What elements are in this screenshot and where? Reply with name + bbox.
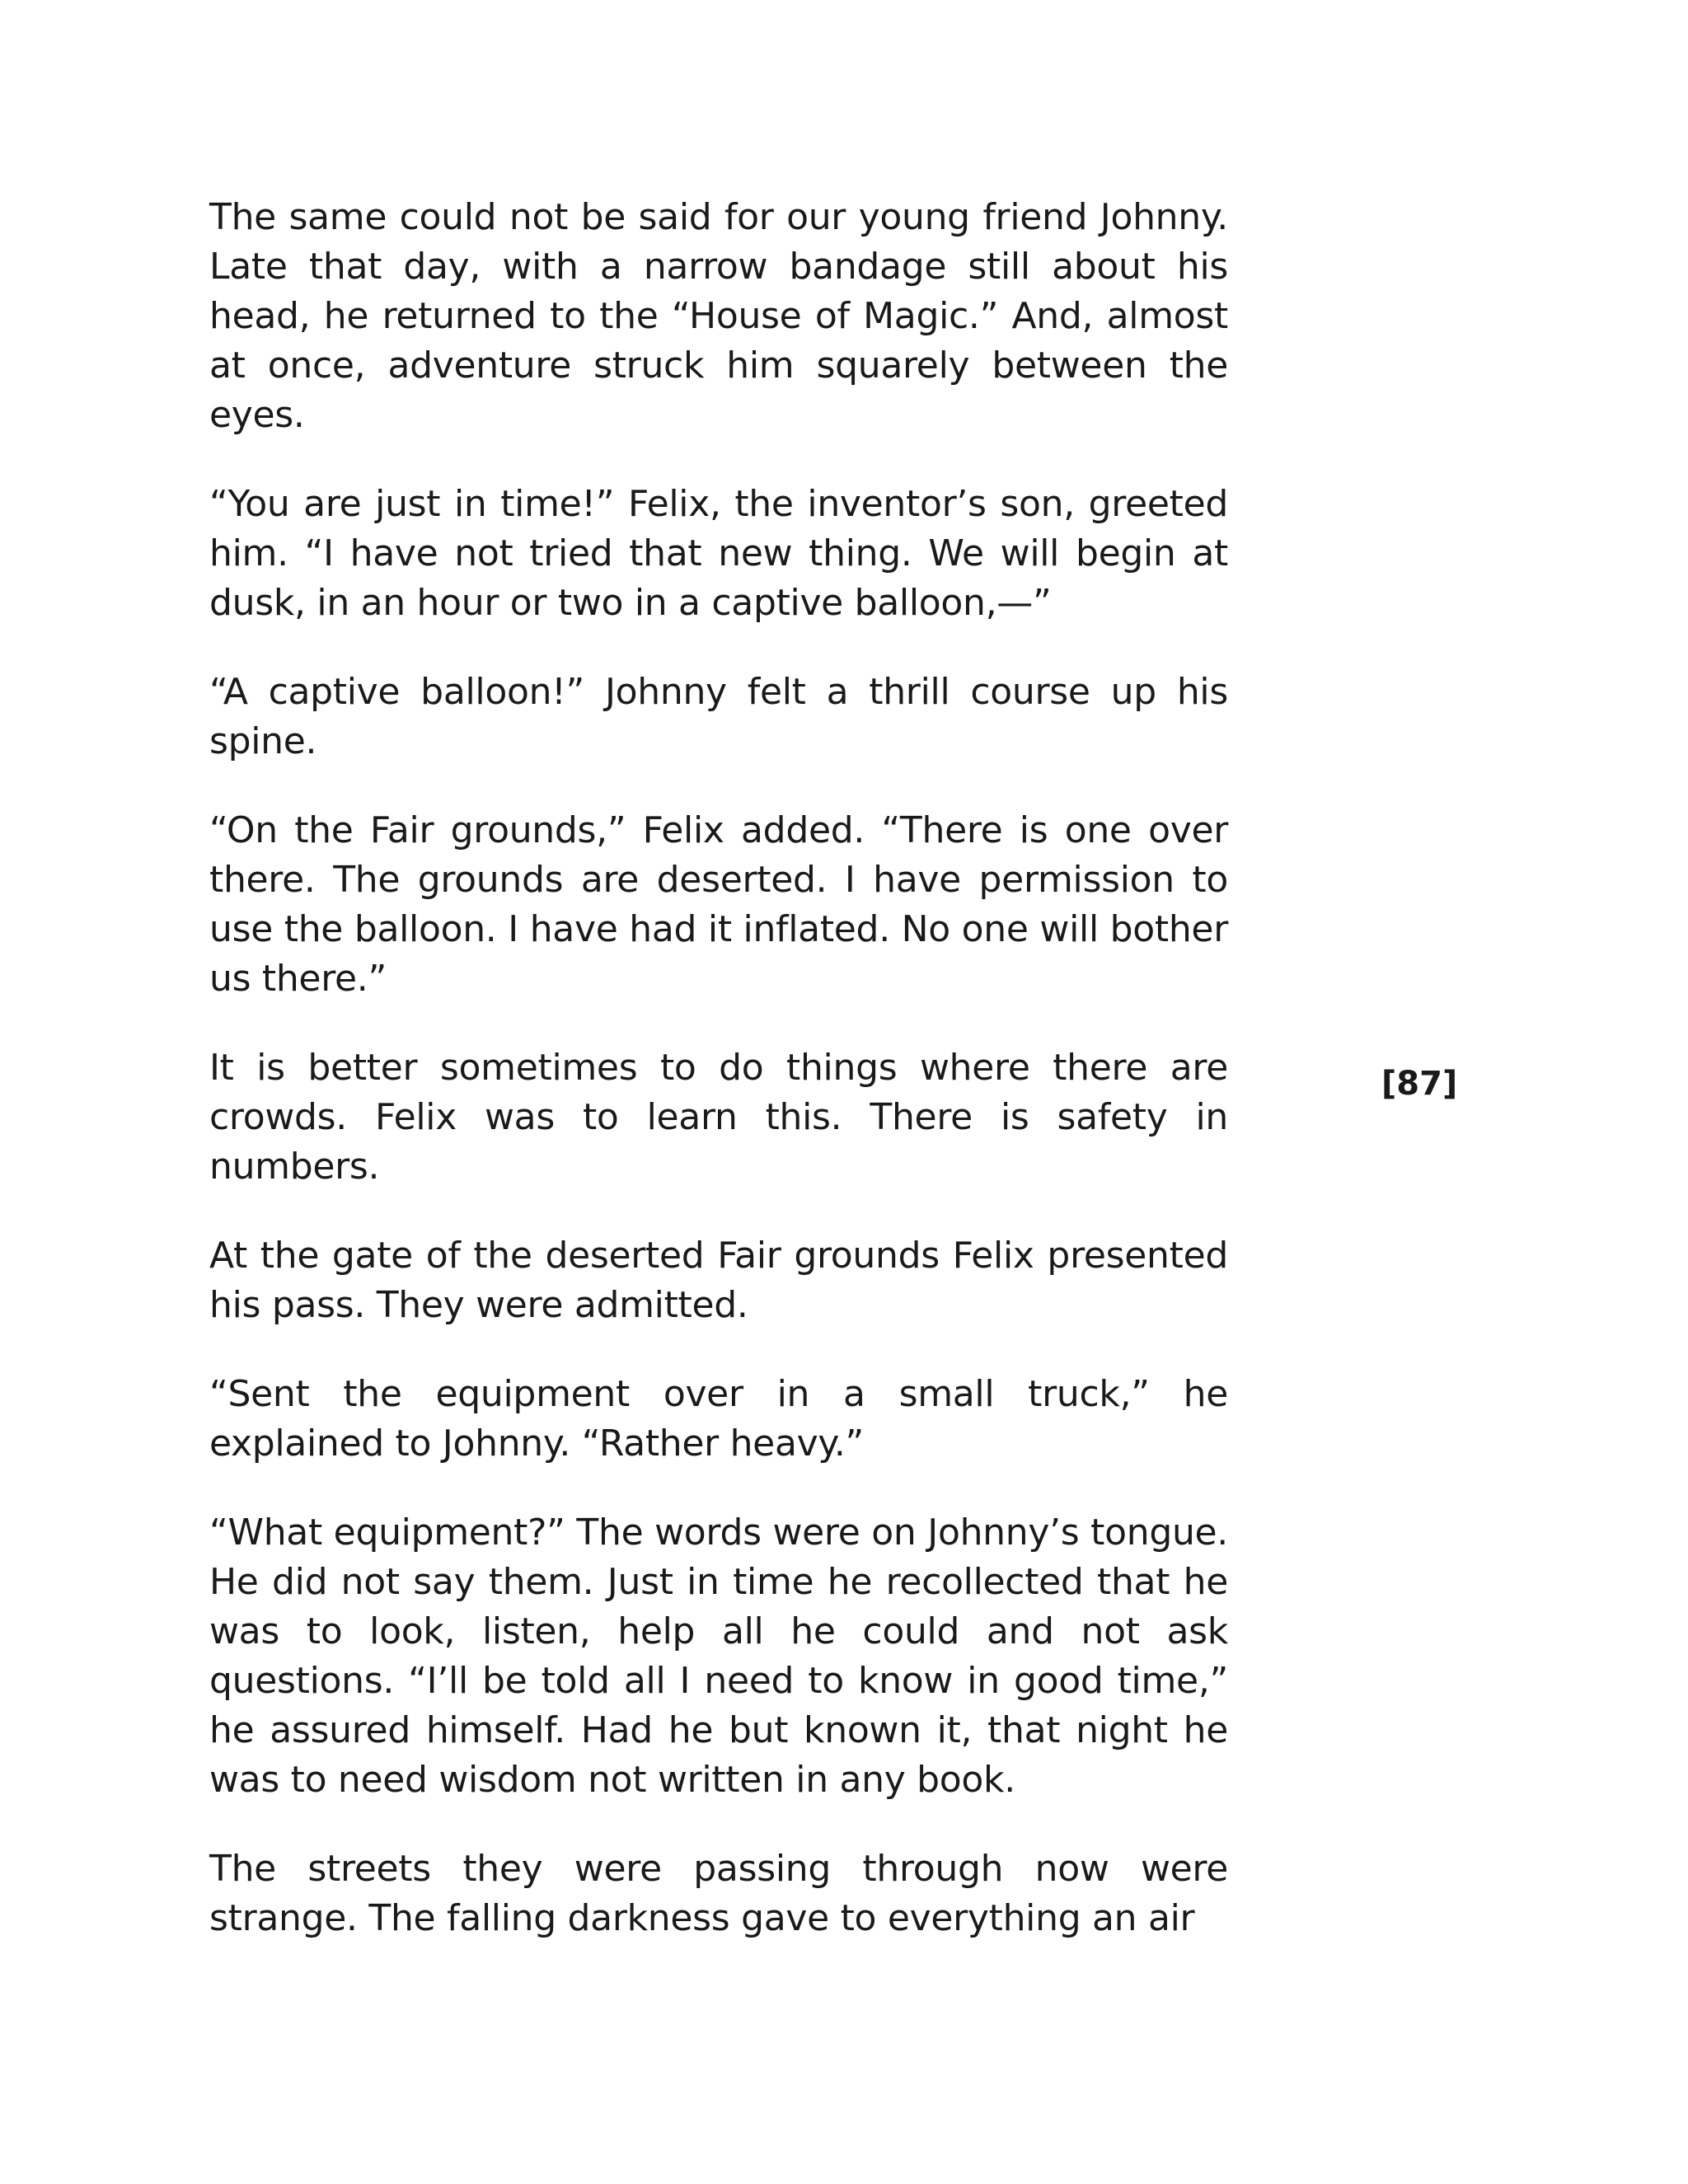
- paragraph-7: “Sent the equipment over in a small truck,” he explained to Johnny. “Rather heavy.”: [209, 1373, 1228, 1465]
- paragraph-6: At the gate of the deserted Fair grounds Felix presented his pass. They were admitted.: [209, 1235, 1228, 1326]
- paragraph-4: “On the Fair grounds,” Felix added. “There is one over there. The grounds are deserted. I have permission to use the balloon. I have had it inflated. No one will bother us there.”: [209, 809, 1228, 1000]
- body-text: [209, 193, 1228, 1983]
- paragraph-5: It is better sometimes to do things where there are crowds. Felix was to learn this. There is safety in numbers.: [209, 1047, 1228, 1188]
- paragraph-8: “What equipment?” The words were on Johnny’s tongue. He did not say them. Just in time he recollected that he was to look, listen, help all he could and not ask questions. “I’ll be told all I need to know in good time,” he assured himself. Had he but known it, that night he was to need wisdom not written in any book.: [209, 1511, 1228, 1801]
- paragraph-2: “You are just in time!” Felix, the inventor’s son, greeted him. “I have not tried that new thing. We will begin at dusk, in an hour or two in a captive balloon,—”: [209, 483, 1228, 624]
- paragraph-3: “A captive balloon!” Johnny felt a thrill course up his spine.: [209, 671, 1228, 762]
- page-number: [87]: [1381, 1065, 1458, 1103]
- paragraph-1: The same could not be said for our young friend Johnny. Late that day, with a narrow bandage still about his head, he returned to the “House of Magic.” And, almost at once, adventure struck him squarely between the eyes.: [209, 196, 1228, 436]
- paragraph-9: The streets they were passing through now were strange. The falling darkness gave to everything an air: [209, 1848, 1228, 1939]
